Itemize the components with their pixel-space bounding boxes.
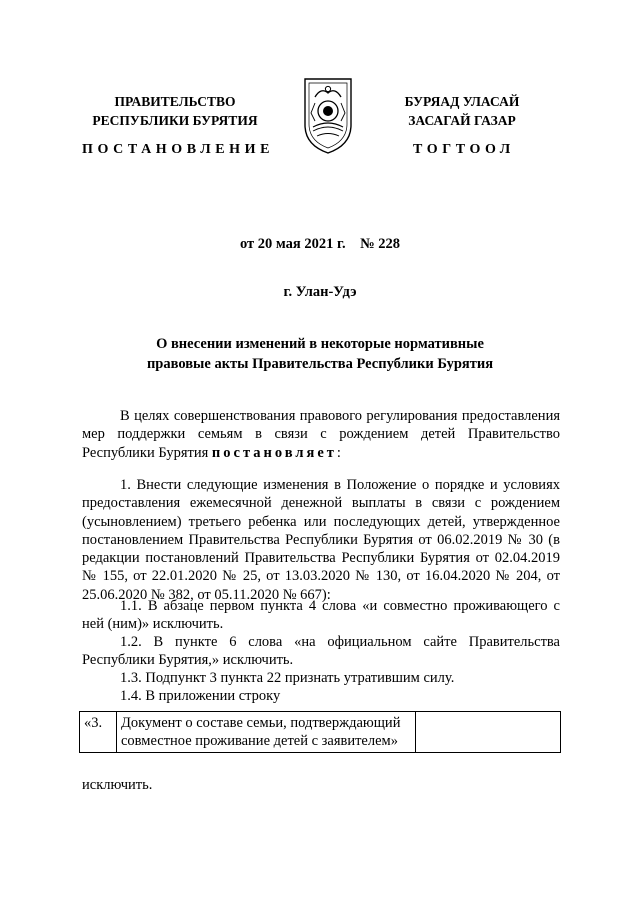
document-title [120, 334, 520, 374]
item-1-4: 1.4. В приложении строку [120, 688, 281, 704]
document-date: от 20 мая 2021 г. [239, 236, 346, 252]
title-line1: О внесении изменений в некоторые нормативные [156, 336, 484, 352]
item-1-3: 1.3. Подпункт 3 пункта 22 признать утратившим силу. [120, 670, 455, 686]
table-cell-empty [416, 712, 561, 753]
excluded-row-table [79, 711, 561, 753]
left-document-type: ПОСТАНОВЛЕНИЕ [82, 142, 275, 157]
left-organization-name [85, 92, 265, 130]
right-organization-name [367, 92, 557, 130]
right-org-line1: БУРЯАД УЛАСАЙ [404, 94, 520, 109]
left-org-line1: ПРАВИТЕЛЬСТВО [114, 94, 236, 109]
document-number: № 228 [360, 236, 401, 252]
item-1: 1. Внести следующие изменения в Положение о порядке и условиях предоставления ежемесячной денежной выплаты в связи с рождением (усыновлением) третьего ребенка или последующих детей, утвержденное постановлением Правительства Республики Бурятия от 06.02.2019 № 30 (в редакции постановлений Правительства Республики Бурятия от 02.04.2019 № 155, от 22.01.2020 № 25, от 13.03.2020 № 130, от 16.04.2020 № 204, от 25.06.2020 № 382, от 05.11.2020 № 667): [82, 477, 560, 603]
city: г. Улан-Удэ [283, 284, 357, 300]
table-cell-number: «3. [80, 712, 117, 753]
closing-text: исключить. [82, 777, 153, 793]
preamble-text: В целях совершенствования правового регулирования предоставления мер поддержки семьям в связи с рождением детей Правительство Республики Бурятия [82, 408, 560, 461]
preamble-keyword: постановляет [211, 444, 337, 461]
item-1-2: 1.2. В пункте 6 слова «на официальном сайте Правительства Республики Бурятия,» исключить. [82, 634, 560, 669]
preamble-end: : [336, 444, 341, 461]
table-cell-text: Документ о составе семьи, подтверждающий совместное проживание детей с заявителем» [117, 712, 416, 753]
coat-of-arms-icon [299, 75, 357, 155]
preamble-paragraph [82, 407, 560, 462]
item-1-1: 1.1. В абзаце первом пункта 4 слова «и совместно проживающего с ней (ним)» исключить. [82, 598, 560, 633]
table-row [80, 712, 561, 753]
left-org-line2: РЕСПУБЛИКИ БУРЯТИЯ [92, 113, 258, 128]
title-line2: правовые акты Правительства Республики Бурятия [146, 356, 494, 372]
right-org-line2: ЗАСАГАЙ ГАЗАР [408, 113, 516, 128]
date-number-line [0, 236, 640, 253]
right-document-type: ТОГТООЛ [413, 142, 515, 157]
